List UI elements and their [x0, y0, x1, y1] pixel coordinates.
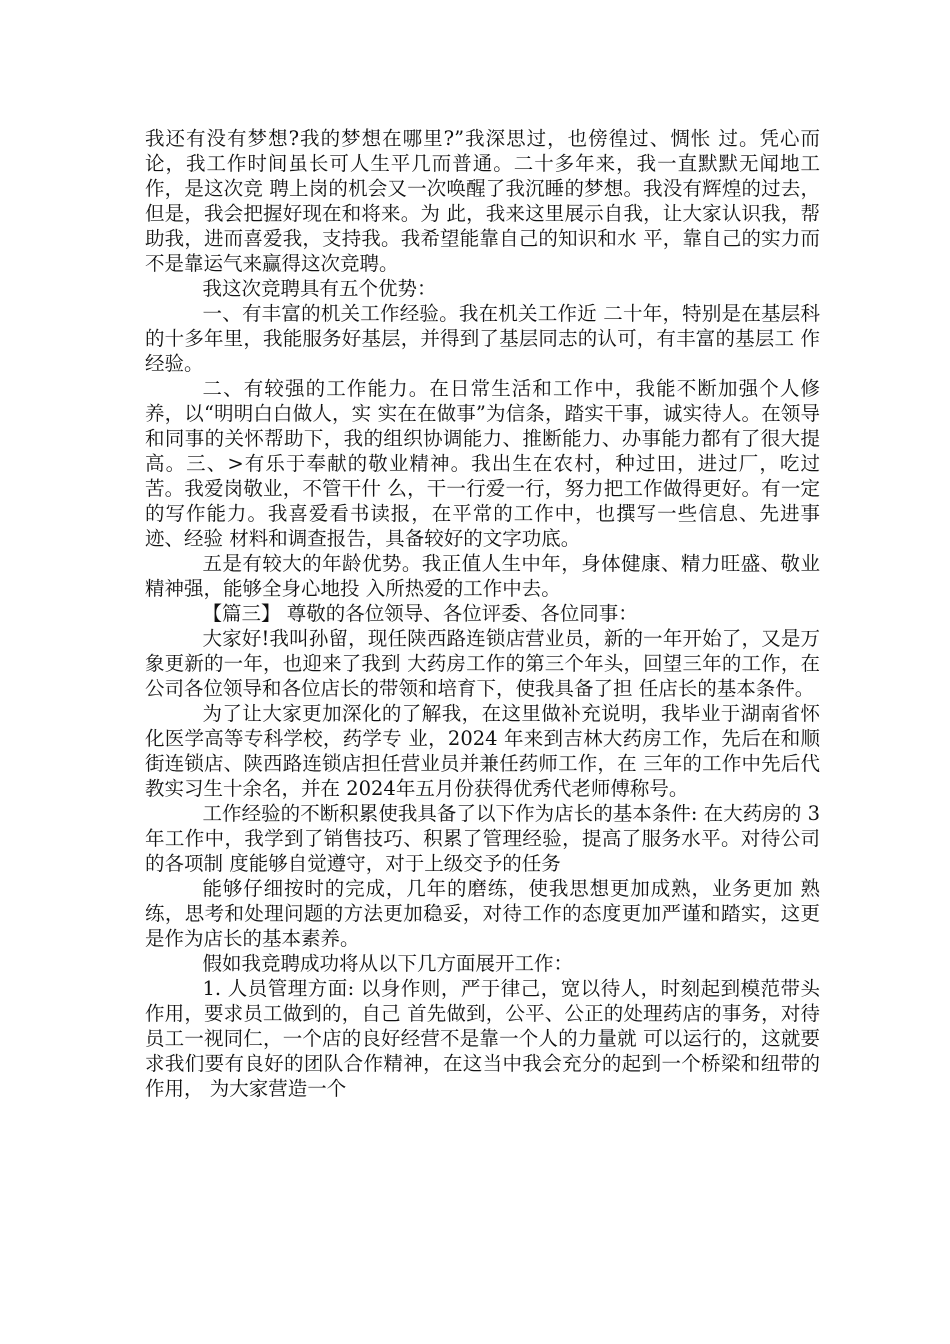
paragraph: 我还有没有梦想?我的梦想在哪里?”我深思过，也傍徨过、惆怅 过。凭心而论，我工作时间虽长可人生平几而普通。二十多年来，我一直默默无闻地工作，是这次竞 聘上岗的机会又一次唤醒了我沉睡的梦想。我没有辉煌的过去，但是，我会把握好现在和将来。为 此，我来这里展示自我，让大家认识我，帮助我，进而喜爱我，支持我。我希望能靠自己的知识和水 平，靠自己的实力而不是靠运气来赢得这次竞聘。: [145, 127, 820, 275]
paragraph: 为了让大家更加深化的了解我，在这里做补充说明，我毕业于湖南省怀化医学高等专科学校，药学专 业，2024 年来到吉林大药房工作，先后在和顺街连锁店、陕西路连锁店担任营业员并兼任药师工作，在 三年的工作中先后代教实习生十余名，并在 2024年五月份获得优秀代老师傅称号。: [145, 702, 820, 800]
paragraph: 二、有较强的工作能力。在日常生活和工作中，我能不断加强个人修养，以“明明白白做人，实 实在在做事”为信条，踏实干事，诚实待人。在领导和同事的关怀帮助下，我的组织协调能力、推断能力、办事能力都有了很大提高。三、>有乐于奉献的敬业精神。我出生在农村，种过田，进过厂，吃过苦。我爱岗敬业，不管干什 么，干一行爱一行，努力把工作做得更好。有一定的写作能力。我喜爱看书读报，在平常的工作中，也撰写一些信息、先进事迹、经验 材料和调查报告，具备较好的文字功底。: [145, 377, 820, 550]
section-heading: 【篇三】 尊敬的各位领导、各位评委、各位同事：: [202, 602, 638, 625]
paragraph: 一、有丰富的机关工作经验。我在机关工作近 二十年，特别是在基层科的十多年里，我能服务好基层，并得到了基层同志的认可，有丰富的基层工 作经验。: [145, 302, 820, 375]
paragraph: 工作经验的不断积累使我具备了以下作为店长的基本条件: 在大药房的 3 年工作中，我学到了销售技巧、积累了管理经验，提高了服务水平。对待公司的各项制 度能够自觉遵守，对于上级交予的任务: [145, 802, 820, 875]
paragraph: 1. 人员管理方面: 以身作则，严于律己，宽以待人，时刻起到模范带头作用，要求员工做到的，自己 首先做到，公平、公正的处理药店的事务，对待员工一视同仁，一个店的良好经营不是靠一个人的力量就 可以运行的，这就要求我们要有良好的团队合作精神，在这当中我会充分的起到一个桥梁和纽带的作用， 为大家营造一个: [145, 977, 820, 1100]
paragraph: 我这次竞聘具有五个优势：: [202, 277, 437, 300]
paragraph: 能够仔细按时的完成，几年的磨练，使我思想更加成熟，业务更加 熟练，思考和处理问题的方法更加稳妥，对待工作的态度更加严谨和踏实，这更是作为店长的基本素养。: [145, 877, 820, 950]
paragraph: 五是有较大的年龄优势。我正值人生中年，身体健康、精力旺盛、敬业精神强，能够全身心地投 入所热爱的工作中去。: [145, 552, 820, 600]
document-body: [145, 126, 820, 1101]
paragraph: 假如我竞聘成功将从以下几方面展开工作：: [202, 952, 574, 975]
paragraph: 大家好!我叫孙留，现任陕西路连锁店营业员，新的一年开始了，又是万象更新的一年，也迎来了我到 大药房工作的第三个年头，回望三年的工作，在公司各位领导和各位店长的带领和培育下，使我具备了担 任店长的基本条件。: [145, 627, 820, 700]
